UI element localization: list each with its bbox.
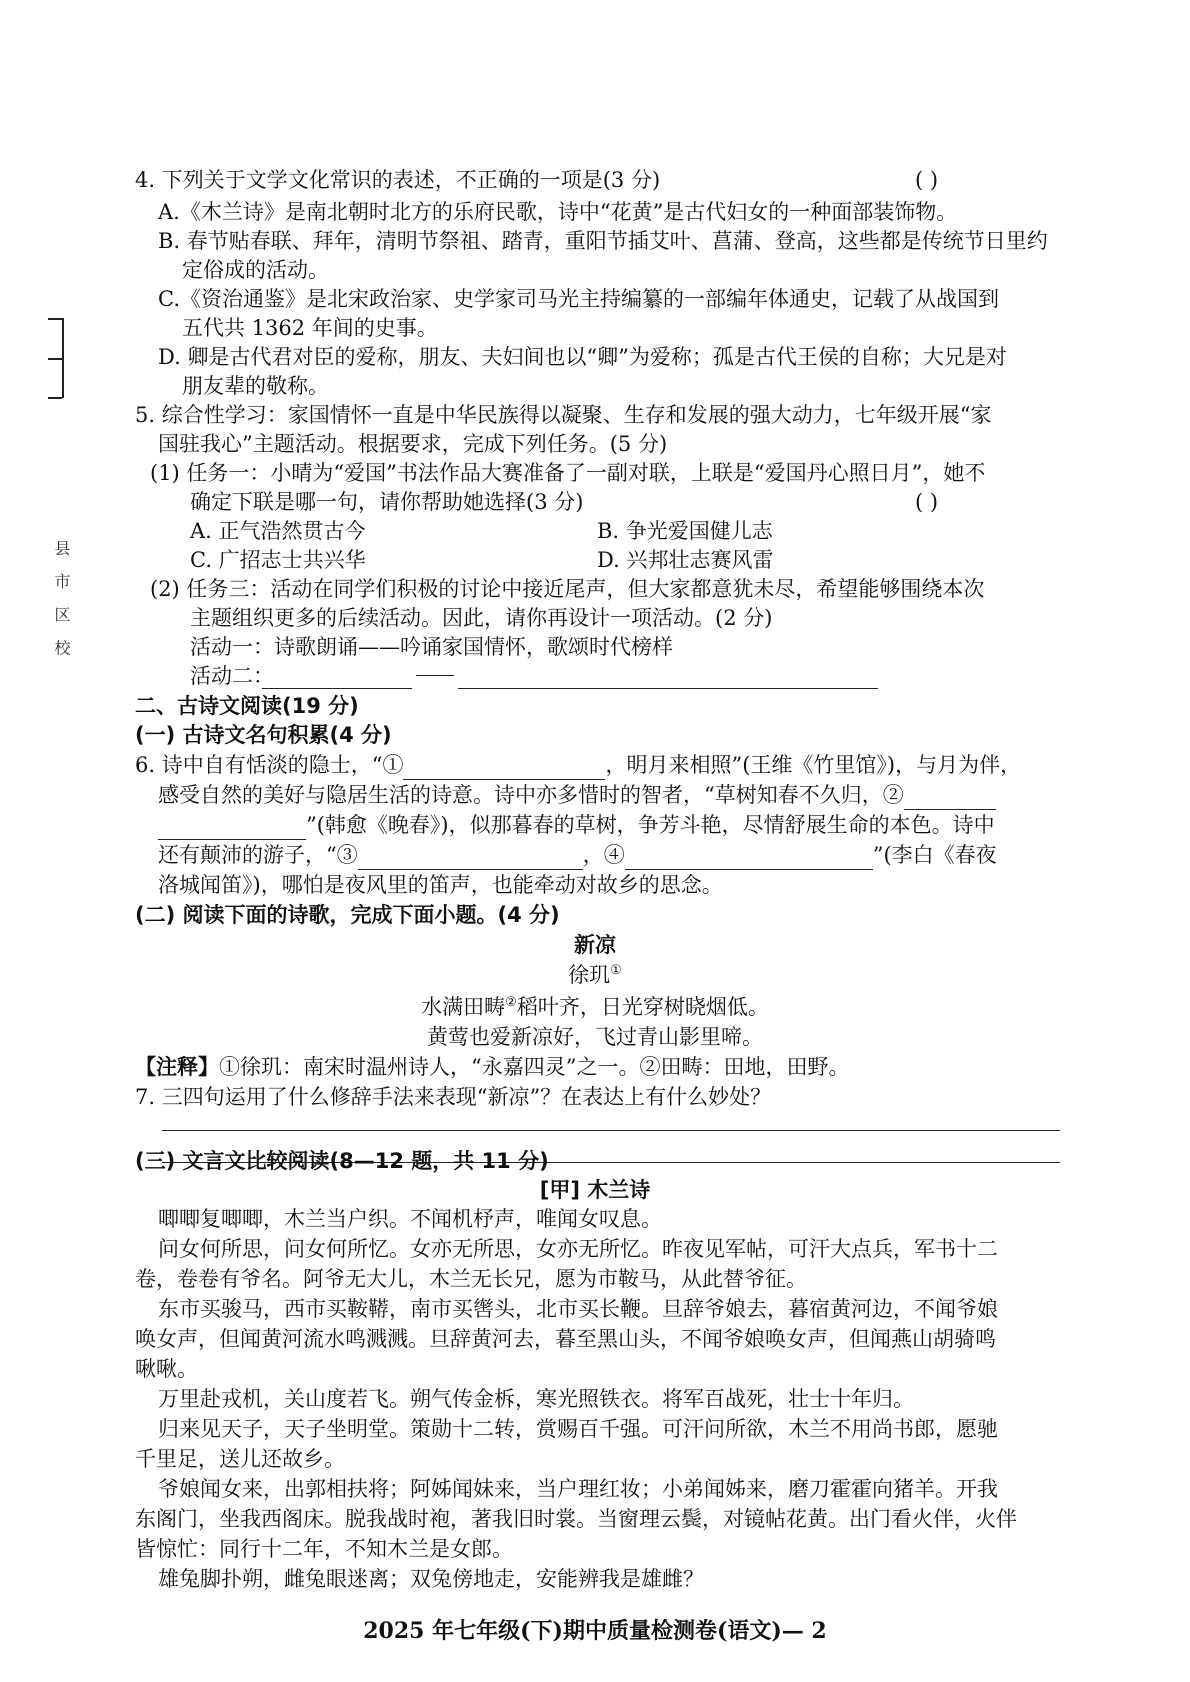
mulan-p4: 万里赴戎机，关山度若飞。朔气传金柝，寒光照铁衣。将军百战死，壮士十年归。	[158, 1387, 914, 1411]
poem-line1-start: 水满田畴	[421, 995, 506, 1019]
q6-line3	[158, 810, 995, 840]
q5-activity2-label: 活动二：	[190, 664, 274, 688]
section2-part3-title: (三) 文言文比较阅读(8—12 题，共 11 分)	[135, 1149, 549, 1173]
q6-line1-end: ，明月来相照”(王维《竹里馆》)，与月为伴，	[605, 753, 1022, 777]
q4-option-d-line2: 朋友辈的敬称。	[182, 374, 329, 398]
mulan-p7: 雄兔脚扑朔，雌兔眼迷离；双兔傍地走，安能辨我是雄雌？	[158, 1567, 704, 1591]
poem-line1	[0, 992, 1190, 1022]
q7-stem: 7. 三四句运用了什么修辞手法来表现“新凉”？在表达上有什么妙处？	[135, 1085, 772, 1109]
q4-option-b-line2: 定俗成的活动。	[182, 258, 329, 282]
poem-line2: 黄莺也爱新凉好，飞过青山影里啼。	[427, 1025, 763, 1049]
mulan-p6-line3: 皆惊忙：同行十二年，不知木兰是女郎。	[135, 1537, 513, 1561]
q6-blank-1[interactable]	[403, 757, 605, 780]
page-footer: 2025 年七年级(下)期中质量检测卷(语文)— 2	[363, 1618, 827, 1644]
q5-task1-line1: (1) 任务一：小晴为“爱国”书法作品大赛准备了一副对联，上联是“爱国丹心照日月”，她不	[150, 461, 986, 485]
mulan-p6-line2: 东阁门，坐我西阁床。脱我战时袍，著我旧时裳。当窗理云鬓，对镜帖花黄。出门看火伴，火伴	[135, 1507, 1017, 1531]
mulan-p2-line2: 卷，卷卷有爷名。阿爷无大儿，木兰无长兄，愿为市鞍马，从此替爷征。	[135, 1267, 807, 1291]
q5-stem-line1: 5. 综合性学习：家国情怀一直是中华民族得以凝聚、生存和发展的强大动力，七年级开展“家	[135, 403, 992, 427]
mulan-p5-line1: 归来见天子，天子坐明堂。策勋十二转，赏赐百千强。可汗问所欲，木兰不用尚书郎，愿驰	[158, 1417, 998, 1441]
mulan-p2-line1: 问女何所思，问女何所忆。女亦无所思，女亦无所忆。昨夜见军帖，可汗大点兵，军书十二	[158, 1237, 998, 1261]
side-margin-text: 县 市 区 校	[52, 540, 71, 662]
notes-label: 【注释】	[135, 1055, 219, 1079]
binding-tick-bottom	[48, 397, 62, 399]
section2-part1-title: (一) 古诗文名句积累(4 分)	[135, 723, 392, 747]
q6-line4-end: ”(李白《春夜	[872, 843, 997, 867]
q5-activity2-blank-short[interactable]	[262, 688, 412, 689]
poem-title: 新凉	[574, 933, 616, 957]
q6-line3-text: ”(韩愈《晚春》)，似那暮春的草树，争芳斗艳，尽情舒展生命的本色。诗中	[306, 813, 995, 837]
poem-line1-end: 稻叶齐，日光穿树晓烟低。	[516, 995, 769, 1019]
q5-option-b: B. 争光爱国健儿志	[597, 519, 773, 543]
q4-stem: 4. 下列关于文学文化常识的表述，不正确的一项是(3 分)	[135, 168, 661, 192]
q5-answer-paren[interactable]: ( )	[915, 490, 939, 514]
binding-line	[62, 318, 64, 398]
mulan-p3-line1: 东市买骏马，西市买鞍鞯，南市买辔头，北市买长鞭。旦辞爷娘去，暮宿黄河边，不闻爷娘	[158, 1297, 998, 1321]
q4-option-c-line2: 五代共 1362 年间的史事。	[182, 316, 438, 340]
q7-answer-line-1[interactable]	[162, 1130, 1060, 1131]
poem-author	[0, 960, 1190, 990]
q6-line2-text: 感受自然的美好与隐居生活的诗意。诗中亦多惜时的智者，“草树知春不久归，②	[158, 783, 904, 807]
q6-line4	[158, 840, 997, 870]
q6-blank-2b[interactable]	[158, 817, 306, 840]
q5-option-d: D. 兴邦壮志赛风雷	[597, 548, 774, 572]
q5-option-a: A. 正气浩然贯古今	[190, 519, 366, 543]
mulan-p3-line2: 唤女声，但闻黄河流水鸣溅溅。旦辞黄河去，暮至黑山头，不闻爷娘唤女声，但闻燕山胡骑鸣	[135, 1327, 996, 1351]
q5-task1-line2: 确定下联是哪一句，请你帮助她选择(3 分)	[190, 490, 584, 514]
q6-blank-3[interactable]	[358, 847, 583, 870]
q6-line4-mid: ，④	[582, 843, 625, 867]
text-a-title: [甲] 木兰诗	[539, 1178, 651, 1202]
q5-activity2-blank-long[interactable]	[458, 688, 878, 689]
q4-option-c-line1: C.《资治通鉴》是北宋政治家、史学家司马光主持编纂的一部编年体通史，记载了从战国到	[158, 287, 999, 311]
q4-option-d-line1: D. 卿是古代君对臣的爱称，朋友、夫妇间也以“卿”为爱称；孤是古代王侯的自称；大兄是对	[158, 345, 1007, 369]
section2-title: 二、古诗文阅读(19 分)	[135, 694, 359, 718]
poem-notes	[135, 1052, 849, 1082]
q5-task2-line2: 主题组织更多的后续活动。因此，请你再设计一项活动。(2 分)	[190, 606, 773, 630]
binding-tick-mid	[48, 358, 62, 360]
q6-line2	[158, 780, 996, 810]
q5-option-c: C. 广招志士共兴华	[190, 548, 366, 572]
q4-answer-paren[interactable]: ( )	[915, 168, 939, 192]
q6-line1-start: 6. 诗中自有恬淡的隐士，“①	[135, 753, 404, 777]
q4-option-a: A.《木兰诗》是南北朝时北方的乐府民歌，诗中“花黄”是古代妇女的一种面部装饰物。	[158, 200, 958, 224]
mulan-p1: 唧唧复唧唧，木兰当户织。不闻机杼声，唯闻女叹息。	[158, 1207, 662, 1231]
q6-line1	[135, 750, 1021, 780]
notes-text: ①徐玑：南宋时温州诗人，“永嘉四灵”之一。②田畴：田地，田野。	[219, 1055, 850, 1079]
q4-option-b-line1: B. 春节贴春联、拜年，清明节祭祖、踏青，重阳节插艾叶、菖蒲、登高，这些都是传统节日里约	[158, 229, 1048, 253]
q5-activity2-dash	[416, 675, 454, 676]
q6-blank-2a[interactable]	[904, 787, 996, 810]
section2-part2-title: (二) 阅读下面的诗歌，完成下面小题。(4 分)	[135, 903, 560, 927]
mulan-p6-line1: 爷娘闻女来，出郭相扶将；阿姊闻妹来，当户理红妆；小弟闻姊来，磨刀霍霍向猪羊。开我	[158, 1477, 998, 1501]
poem-note-mark-1: ①	[610, 963, 622, 978]
q5-task2-line1: (2) 任务三：活动在同学们积极的讨论中接近尾声，但大家都意犹未尽，希望能够围绕本次	[150, 577, 985, 601]
q5-activity1: 活动一：诗歌朗诵——吟诵家国情怀，歌颂时代榜样	[190, 635, 673, 659]
q6-line5: 洛城闻笛》)，哪怕是夜风里的笛声，也能牵动对故乡的思念。	[158, 873, 723, 897]
mulan-p3-line3: 啾啾。	[135, 1357, 198, 1381]
q6-blank-4[interactable]	[625, 847, 873, 870]
poem-note-mark-2: ②	[505, 995, 517, 1010]
q5-stem-line2: 国驻我心”主题活动。根据要求，完成下列任务。(5 分)	[158, 432, 668, 456]
poem-author-name: 徐玑	[568, 963, 611, 987]
mulan-p5-line2: 千里足，送儿还故乡。	[135, 1447, 345, 1471]
binding-tick-top	[48, 318, 62, 320]
q6-line4-start: 还有颠沛的游子，“③	[158, 843, 358, 867]
